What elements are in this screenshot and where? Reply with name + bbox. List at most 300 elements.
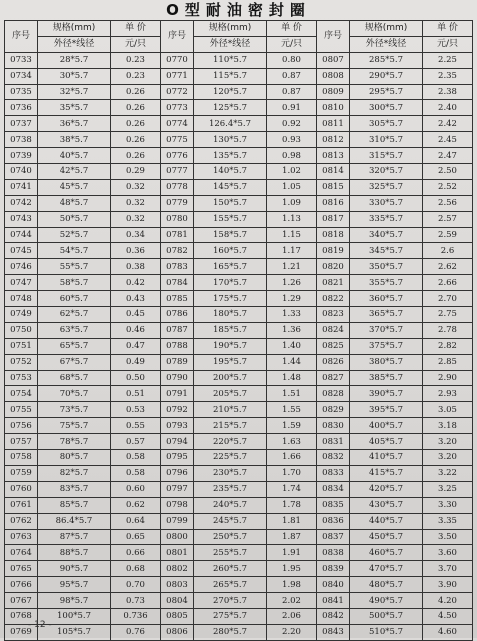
cell-spec: 62*5.7 [38, 307, 111, 323]
cell-price: 1.78 [267, 497, 317, 513]
cell-spec: 160*5.7 [194, 243, 267, 259]
cell-seq: 0781 [161, 227, 194, 243]
cell-seq: 0830 [317, 418, 350, 434]
cell-spec: 365*5.7 [350, 307, 423, 323]
cell-seq: 0828 [317, 386, 350, 402]
cell-seq: 0796 [161, 465, 194, 481]
cell-price: 2.78 [423, 322, 473, 338]
cell-spec: 245*5.7 [194, 513, 267, 529]
header-price: 单 价 [267, 21, 317, 37]
cell-price: 1.13 [267, 211, 317, 227]
cell-spec: 50*5.7 [38, 211, 111, 227]
table-row [5, 164, 473, 180]
header-spec: 规格(mm) [38, 21, 111, 37]
cell-seq: 0755 [5, 402, 38, 418]
cell-spec: 78*5.7 [38, 434, 111, 450]
cell-seq: 0827 [317, 370, 350, 386]
cell-seq: 0798 [161, 497, 194, 513]
cell-seq: 0797 [161, 481, 194, 497]
cell-spec: 260*5.7 [194, 561, 267, 577]
cell-seq: 0744 [5, 227, 38, 243]
cell-seq: 0777 [161, 164, 194, 180]
cell-price: 0.76 [111, 624, 161, 640]
cell-price: 1.05 [267, 179, 317, 195]
cell-spec: 225*5.7 [194, 450, 267, 466]
cell-seq: 0759 [5, 465, 38, 481]
cell-seq: 0770 [161, 52, 194, 68]
table-row [5, 179, 473, 195]
cell-price: 4.50 [423, 608, 473, 624]
cell-spec: 490*5.7 [350, 593, 423, 609]
cell-seq: 0754 [5, 386, 38, 402]
cell-spec: 88*5.7 [38, 545, 111, 561]
header-seq: 序号 [161, 21, 194, 53]
cell-price: 0.60 [111, 481, 161, 497]
cell-seq: 0809 [317, 84, 350, 100]
cell-spec: 83*5.7 [38, 481, 111, 497]
cell-seq: 0817 [317, 211, 350, 227]
table-row [5, 211, 473, 227]
cell-spec: 470*5.7 [350, 561, 423, 577]
table-row [5, 68, 473, 84]
cell-seq: 0843 [317, 624, 350, 640]
cell-seq: 0734 [5, 68, 38, 84]
cell-seq: 0749 [5, 307, 38, 323]
cell-seq: 0821 [317, 275, 350, 291]
cell-seq: 0747 [5, 275, 38, 291]
cell-spec: 35*5.7 [38, 100, 111, 116]
cell-spec: 215*5.7 [194, 418, 267, 434]
header-subrow [5, 36, 473, 52]
cell-price: 2.56 [423, 195, 473, 211]
table-row [5, 100, 473, 116]
cell-price: 3.20 [423, 434, 473, 450]
cell-price: 0.32 [111, 195, 161, 211]
cell-spec: 375*5.7 [350, 338, 423, 354]
table-row [5, 465, 473, 481]
cell-price: 0.32 [111, 211, 161, 227]
cell-seq: 0739 [5, 148, 38, 164]
cell-price: 3.35 [423, 513, 473, 529]
cell-seq: 0800 [161, 529, 194, 545]
cell-price: 0.34 [111, 227, 161, 243]
cell-seq: 0824 [317, 322, 350, 338]
cell-spec: 410*5.7 [350, 450, 423, 466]
cell-price: 0.87 [267, 84, 317, 100]
cell-price: 0.26 [111, 116, 161, 132]
cell-price: 0.70 [111, 577, 161, 593]
cell-seq: 0834 [317, 481, 350, 497]
cell-spec: 135*5.7 [194, 148, 267, 164]
cell-spec: 54*5.7 [38, 243, 111, 259]
cell-seq: 0738 [5, 132, 38, 148]
cell-spec: 98*5.7 [38, 593, 111, 609]
cell-seq: 0745 [5, 243, 38, 259]
cell-price: 1.66 [267, 450, 317, 466]
cell-seq: 0799 [161, 513, 194, 529]
cell-price: 0.92 [267, 116, 317, 132]
cell-price: 1.59 [267, 418, 317, 434]
table-row [5, 354, 473, 370]
cell-price: 2.75 [423, 307, 473, 323]
cell-spec: 190*5.7 [194, 338, 267, 354]
cell-seq: 0782 [161, 243, 194, 259]
cell-spec: 230*5.7 [194, 465, 267, 481]
cell-seq: 0810 [317, 100, 350, 116]
cell-spec: 82*5.7 [38, 465, 111, 481]
table-row [5, 370, 473, 386]
cell-seq: 0837 [317, 529, 350, 545]
cell-spec: 305*5.7 [350, 116, 423, 132]
cell-spec: 310*5.7 [350, 132, 423, 148]
cell-spec: 380*5.7 [350, 354, 423, 370]
cell-price: 0.80 [267, 52, 317, 68]
cell-seq: 0818 [317, 227, 350, 243]
cell-price: 3.05 [423, 402, 473, 418]
table-row [5, 132, 473, 148]
cell-seq: 0764 [5, 545, 38, 561]
cell-seq: 0835 [317, 497, 350, 513]
cell-spec: 205*5.7 [194, 386, 267, 402]
cell-seq: 0819 [317, 243, 350, 259]
cell-spec: 420*5.7 [350, 481, 423, 497]
cell-price: 0.57 [111, 434, 161, 450]
cell-spec: 105*5.7 [38, 624, 111, 640]
table-row [5, 84, 473, 100]
cell-spec: 235*5.7 [194, 481, 267, 497]
table-row [5, 608, 473, 624]
page-title: O型耐油密封圈 [166, 1, 311, 19]
cell-spec: 290*5.7 [350, 68, 423, 84]
cell-spec: 250*5.7 [194, 529, 267, 545]
cell-seq: 0771 [161, 68, 194, 84]
cell-price: 0.98 [267, 148, 317, 164]
cell-seq: 0807 [317, 52, 350, 68]
cell-seq: 0779 [161, 195, 194, 211]
header-seq: 序号 [5, 21, 38, 53]
cell-seq: 0794 [161, 434, 194, 450]
header-spec-sub: 外径*线径 [194, 36, 267, 52]
cell-seq: 0761 [5, 497, 38, 513]
cell-seq: 0774 [161, 116, 194, 132]
cell-price: 0.42 [111, 275, 161, 291]
cell-spec: 240*5.7 [194, 497, 267, 513]
cell-price: 0.58 [111, 465, 161, 481]
cell-spec: 175*5.7 [194, 291, 267, 307]
cell-seq: 0741 [5, 179, 38, 195]
cell-price: 0.51 [111, 386, 161, 402]
cell-spec: 325*5.7 [350, 179, 423, 195]
cell-price: 2.45 [423, 132, 473, 148]
cell-price: 1.26 [267, 275, 317, 291]
cell-price: 2.82 [423, 338, 473, 354]
cell-price: 3.20 [423, 450, 473, 466]
cell-spec: 155*5.7 [194, 211, 267, 227]
cell-spec: 165*5.7 [194, 259, 267, 275]
cell-seq: 0802 [161, 561, 194, 577]
cell-spec: 295*5.7 [350, 84, 423, 100]
cell-seq: 0825 [317, 338, 350, 354]
cell-seq: 0790 [161, 370, 194, 386]
table-row [5, 322, 473, 338]
cell-seq: 0806 [161, 624, 194, 640]
page-number: - 12 - [28, 620, 52, 630]
cell-spec: 255*5.7 [194, 545, 267, 561]
cell-seq: 0787 [161, 322, 194, 338]
cell-price: 0.64 [111, 513, 161, 529]
cell-seq: 0736 [5, 100, 38, 116]
cell-price: 1.87 [267, 529, 317, 545]
cell-price: 1.95 [267, 561, 317, 577]
cell-spec: 120*5.7 [194, 84, 267, 100]
cell-spec: 195*5.7 [194, 354, 267, 370]
cell-seq: 0776 [161, 148, 194, 164]
cell-spec: 158*5.7 [194, 227, 267, 243]
cell-seq: 0743 [5, 211, 38, 227]
cell-spec: 60*5.7 [38, 291, 111, 307]
cell-spec: 30*5.7 [38, 68, 111, 84]
cell-price: 0.87 [267, 68, 317, 84]
cell-spec: 150*5.7 [194, 195, 267, 211]
cell-seq: 0733 [5, 52, 38, 68]
table-row [5, 116, 473, 132]
cell-price: 0.26 [111, 132, 161, 148]
cell-spec: 48*5.7 [38, 195, 111, 211]
cell-seq: 0822 [317, 291, 350, 307]
cell-seq: 0748 [5, 291, 38, 307]
cell-seq: 0784 [161, 275, 194, 291]
cell-price: 1.02 [267, 164, 317, 180]
cell-seq: 0772 [161, 84, 194, 100]
cell-price: 0.73 [111, 593, 161, 609]
cell-price: 2.25 [423, 52, 473, 68]
cell-price: 0.36 [111, 243, 161, 259]
cell-price: 3.30 [423, 497, 473, 513]
cell-price: 2.90 [423, 370, 473, 386]
cell-seq: 0753 [5, 370, 38, 386]
cell-price: 2.62 [423, 259, 473, 275]
cell-price: 1.91 [267, 545, 317, 561]
cell-spec: 130*5.7 [194, 132, 267, 148]
cell-spec: 330*5.7 [350, 195, 423, 211]
cell-price: 2.59 [423, 227, 473, 243]
cell-spec: 200*5.7 [194, 370, 267, 386]
cell-price: 0.62 [111, 497, 161, 513]
cell-seq: 0766 [5, 577, 38, 593]
cell-price: 1.98 [267, 577, 317, 593]
cell-spec: 390*5.7 [350, 386, 423, 402]
cell-spec: 126.4*5.7 [194, 116, 267, 132]
cell-spec: 315*5.7 [350, 148, 423, 164]
cell-seq: 0756 [5, 418, 38, 434]
cell-spec: 220*5.7 [194, 434, 267, 450]
cell-seq: 0836 [317, 513, 350, 529]
cell-spec: 300*5.7 [350, 100, 423, 116]
cell-spec: 180*5.7 [194, 307, 267, 323]
price-table [4, 20, 473, 641]
cell-spec: 86.4*5.7 [38, 513, 111, 529]
cell-spec: 65*5.7 [38, 338, 111, 354]
cell-seq: 0811 [317, 116, 350, 132]
cell-seq: 0762 [5, 513, 38, 529]
cell-spec: 185*5.7 [194, 322, 267, 338]
cell-spec: 280*5.7 [194, 624, 267, 640]
cell-spec: 68*5.7 [38, 370, 111, 386]
cell-price: 0.23 [111, 68, 161, 84]
cell-spec: 370*5.7 [350, 322, 423, 338]
cell-price: 0.736 [111, 608, 161, 624]
cell-spec: 28*5.7 [38, 52, 111, 68]
cell-seq: 0752 [5, 354, 38, 370]
cell-spec: 55*5.7 [38, 259, 111, 275]
cell-seq: 0792 [161, 402, 194, 418]
cell-spec: 335*5.7 [350, 211, 423, 227]
cell-seq: 0750 [5, 322, 38, 338]
cell-seq: 0808 [317, 68, 350, 84]
cell-seq: 0780 [161, 211, 194, 227]
cell-spec: 440*5.7 [350, 513, 423, 529]
cell-price: 2.93 [423, 386, 473, 402]
cell-seq: 0740 [5, 164, 38, 180]
cell-price: 3.25 [423, 481, 473, 497]
cell-seq: 0831 [317, 434, 350, 450]
cell-price: 1.55 [267, 402, 317, 418]
table-row [5, 52, 473, 68]
cell-spec: 355*5.7 [350, 275, 423, 291]
cell-spec: 285*5.7 [350, 52, 423, 68]
header-spec-sub: 外径*线径 [38, 36, 111, 52]
cell-price: 0.32 [111, 179, 161, 195]
cell-price: 2.70 [423, 291, 473, 307]
table-row [5, 434, 473, 450]
cell-spec: 52*5.7 [38, 227, 111, 243]
cell-price: 0.43 [111, 291, 161, 307]
table-row [5, 450, 473, 466]
cell-seq: 0785 [161, 291, 194, 307]
cell-spec: 415*5.7 [350, 465, 423, 481]
cell-price: 2.42 [423, 116, 473, 132]
cell-seq: 0841 [317, 593, 350, 609]
cell-spec: 32*5.7 [38, 84, 111, 100]
cell-seq: 0751 [5, 338, 38, 354]
header-price-sub: 元/只 [267, 36, 317, 52]
header-price: 单 价 [423, 21, 473, 37]
cell-price: 1.15 [267, 227, 317, 243]
cell-seq: 0742 [5, 195, 38, 211]
cell-seq: 0801 [161, 545, 194, 561]
header-row [5, 21, 473, 37]
cell-price: 1.44 [267, 354, 317, 370]
cell-price: 0.23 [111, 52, 161, 68]
cell-spec: 430*5.7 [350, 497, 423, 513]
cell-price: 0.29 [111, 164, 161, 180]
cell-spec: 115*5.7 [194, 68, 267, 84]
table-row [5, 481, 473, 497]
cell-seq: 0832 [317, 450, 350, 466]
cell-seq: 0823 [317, 307, 350, 323]
cell-price: 0.38 [111, 259, 161, 275]
cell-seq: 0840 [317, 577, 350, 593]
cell-price: 1.33 [267, 307, 317, 323]
cell-seq: 0758 [5, 450, 38, 466]
header-price-sub: 元/只 [111, 36, 161, 52]
cell-spec: 210*5.7 [194, 402, 267, 418]
table-row [5, 291, 473, 307]
cell-seq: 0795 [161, 450, 194, 466]
cell-seq: 0839 [317, 561, 350, 577]
cell-seq: 0775 [161, 132, 194, 148]
cell-price: 3.22 [423, 465, 473, 481]
cell-spec: 90*5.7 [38, 561, 111, 577]
table-row [5, 243, 473, 259]
cell-spec: 500*5.7 [350, 608, 423, 624]
cell-price: 0.46 [111, 322, 161, 338]
cell-seq: 0746 [5, 259, 38, 275]
cell-price: 3.50 [423, 529, 473, 545]
cell-price: 3.90 [423, 577, 473, 593]
cell-spec: 320*5.7 [350, 164, 423, 180]
cell-price: 1.09 [267, 195, 317, 211]
cell-price: 0.26 [111, 84, 161, 100]
cell-seq: 0786 [161, 307, 194, 323]
cell-spec: 100*5.7 [38, 608, 111, 624]
cell-price: 2.38 [423, 84, 473, 100]
cell-seq: 0791 [161, 386, 194, 402]
cell-price: 0.93 [267, 132, 317, 148]
table-row [5, 529, 473, 545]
cell-price: 1.63 [267, 434, 317, 450]
cell-price: 1.51 [267, 386, 317, 402]
cell-spec: 395*5.7 [350, 402, 423, 418]
cell-price: 0.53 [111, 402, 161, 418]
cell-seq: 0838 [317, 545, 350, 561]
cell-price: 4.60 [423, 624, 473, 640]
cell-spec: 480*5.7 [350, 577, 423, 593]
cell-seq: 0789 [161, 354, 194, 370]
cell-spec: 170*5.7 [194, 275, 267, 291]
cell-price: 2.50 [423, 164, 473, 180]
cell-spec: 350*5.7 [350, 259, 423, 275]
cell-price: 1.17 [267, 243, 317, 259]
cell-price: 0.26 [111, 148, 161, 164]
cell-seq: 0737 [5, 116, 38, 132]
cell-seq: 0773 [161, 100, 194, 116]
cell-seq: 0769 [5, 624, 38, 640]
cell-seq: 0813 [317, 148, 350, 164]
table-row [5, 148, 473, 164]
cell-spec: 450*5.7 [350, 529, 423, 545]
cell-spec: 73*5.7 [38, 402, 111, 418]
cell-price: 3.18 [423, 418, 473, 434]
cell-price: 2.06 [267, 608, 317, 624]
cell-spec: 70*5.7 [38, 386, 111, 402]
cell-price: 2.47 [423, 148, 473, 164]
cell-seq: 0783 [161, 259, 194, 275]
cell-price: 2.85 [423, 354, 473, 370]
cell-price: 0.45 [111, 307, 161, 323]
cell-spec: 63*5.7 [38, 322, 111, 338]
cell-spec: 42*5.7 [38, 164, 111, 180]
cell-seq: 0803 [161, 577, 194, 593]
header-price: 单 价 [111, 21, 161, 37]
cell-seq: 0833 [317, 465, 350, 481]
cell-price: 1.21 [267, 259, 317, 275]
cell-spec: 360*5.7 [350, 291, 423, 307]
cell-price: 0.58 [111, 450, 161, 466]
cell-price: 1.48 [267, 370, 317, 386]
cell-price: 1.36 [267, 322, 317, 338]
header-seq: 序号 [317, 21, 350, 53]
